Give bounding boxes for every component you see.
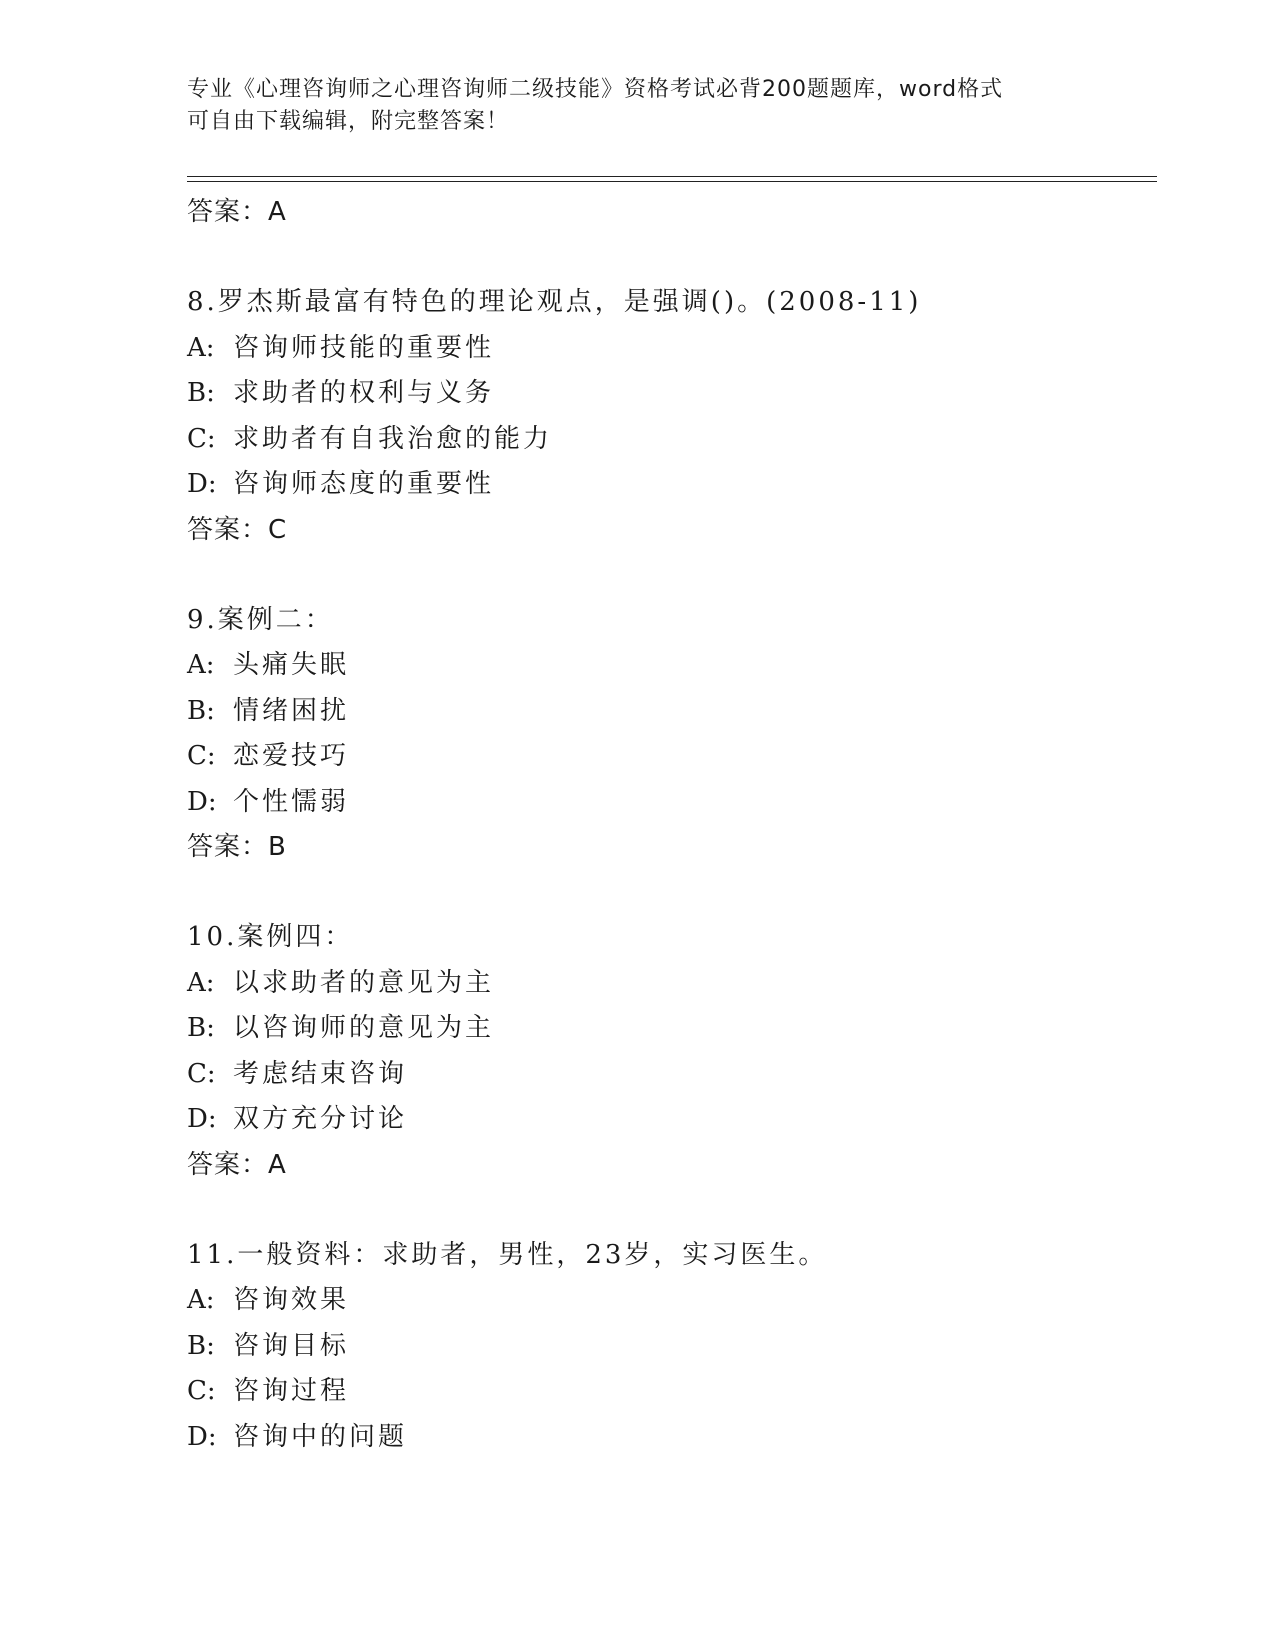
question-title: 9.案例二：	[187, 604, 334, 635]
option-item	[187, 1415, 1157, 1461]
option-letter: A:	[187, 332, 215, 363]
question-item	[187, 280, 1157, 552]
question-title: 11.一般资料：求助者，男性，23岁，实习医生。	[187, 1239, 828, 1270]
header-line-2: 可自由下载编辑，附完整答案！	[187, 109, 510, 134]
question-title: 10.案例四：	[187, 922, 354, 952]
header-rule-bottom	[187, 181, 1157, 182]
document-header	[187, 74, 1067, 138]
option-text: 恋爱技巧	[233, 741, 350, 771]
option-text: 头痛失眠	[233, 650, 350, 680]
option-letter: D:	[187, 1421, 217, 1452]
option-item	[187, 643, 1157, 689]
option-item	[187, 417, 1157, 463]
question-item	[187, 1233, 1157, 1461]
option-item	[187, 1097, 1157, 1143]
option-letter: B:	[187, 378, 215, 408]
answer-label: 答案：A	[187, 1149, 287, 1180]
option-letter: A:	[187, 650, 215, 680]
answer-label: 答案：B	[187, 832, 287, 862]
question-list	[187, 190, 1157, 1460]
option-letter: C:	[187, 741, 216, 771]
option-text: 咨询过程	[233, 1376, 350, 1406]
option-item	[187, 1052, 1157, 1098]
header-line-1: 专业《心理咨询师之心理咨询师二级技能》资格考试必背200题题库，word格式	[187, 77, 1004, 102]
option-item	[187, 462, 1157, 508]
option-text: 咨询师态度的重要性	[233, 469, 495, 499]
option-item	[187, 689, 1157, 735]
question-item	[187, 598, 1157, 870]
option-letter: C:	[187, 423, 216, 454]
option-item	[187, 961, 1157, 1007]
option-letter: D:	[187, 786, 217, 817]
questions-container	[187, 280, 1157, 1460]
option-text: 以求助者的意见为主	[233, 967, 495, 998]
option-text: 咨询中的问题	[233, 1421, 408, 1452]
option-item	[187, 780, 1157, 826]
question-title: 8.罗杰斯最富有特色的理论观点，是强调()。(2008-11)	[187, 287, 922, 317]
option-letter: D:	[187, 1104, 217, 1134]
option-item	[187, 1278, 1157, 1324]
option-item	[187, 1324, 1157, 1370]
option-letter: C:	[187, 1376, 216, 1406]
option-letter: B:	[187, 1330, 215, 1361]
option-letter: A:	[187, 967, 215, 998]
option-item	[187, 1369, 1157, 1415]
question-item	[187, 915, 1157, 1187]
option-letter: C:	[187, 1058, 216, 1089]
option-text: 咨询效果	[233, 1285, 350, 1315]
option-item	[187, 326, 1157, 372]
option-text: 个性懦弱	[233, 786, 350, 817]
option-text: 以咨询师的意见为主	[233, 1013, 495, 1043]
answer-label: 答案：A	[187, 197, 287, 227]
option-text: 求助者有自我治愈的能力	[233, 423, 553, 454]
option-text: 考虑结束咨询	[233, 1058, 408, 1089]
option-item	[187, 371, 1157, 417]
option-letter: B:	[187, 1013, 215, 1043]
header-rule-top	[187, 176, 1157, 177]
option-text: 咨询目标	[233, 1330, 350, 1361]
option-item	[187, 734, 1157, 780]
answer-label: 答案：C	[187, 514, 288, 545]
option-text: 双方充分讨论	[233, 1104, 408, 1134]
option-letter: D:	[187, 469, 217, 499]
option-letter: B:	[187, 695, 215, 726]
option-text: 求助者的权利与义务	[233, 378, 495, 408]
option-item	[187, 1006, 1157, 1052]
option-letter: A:	[187, 1285, 215, 1315]
option-text: 情绪困扰	[233, 695, 350, 726]
option-text: 咨询师技能的重要性	[233, 332, 495, 363]
